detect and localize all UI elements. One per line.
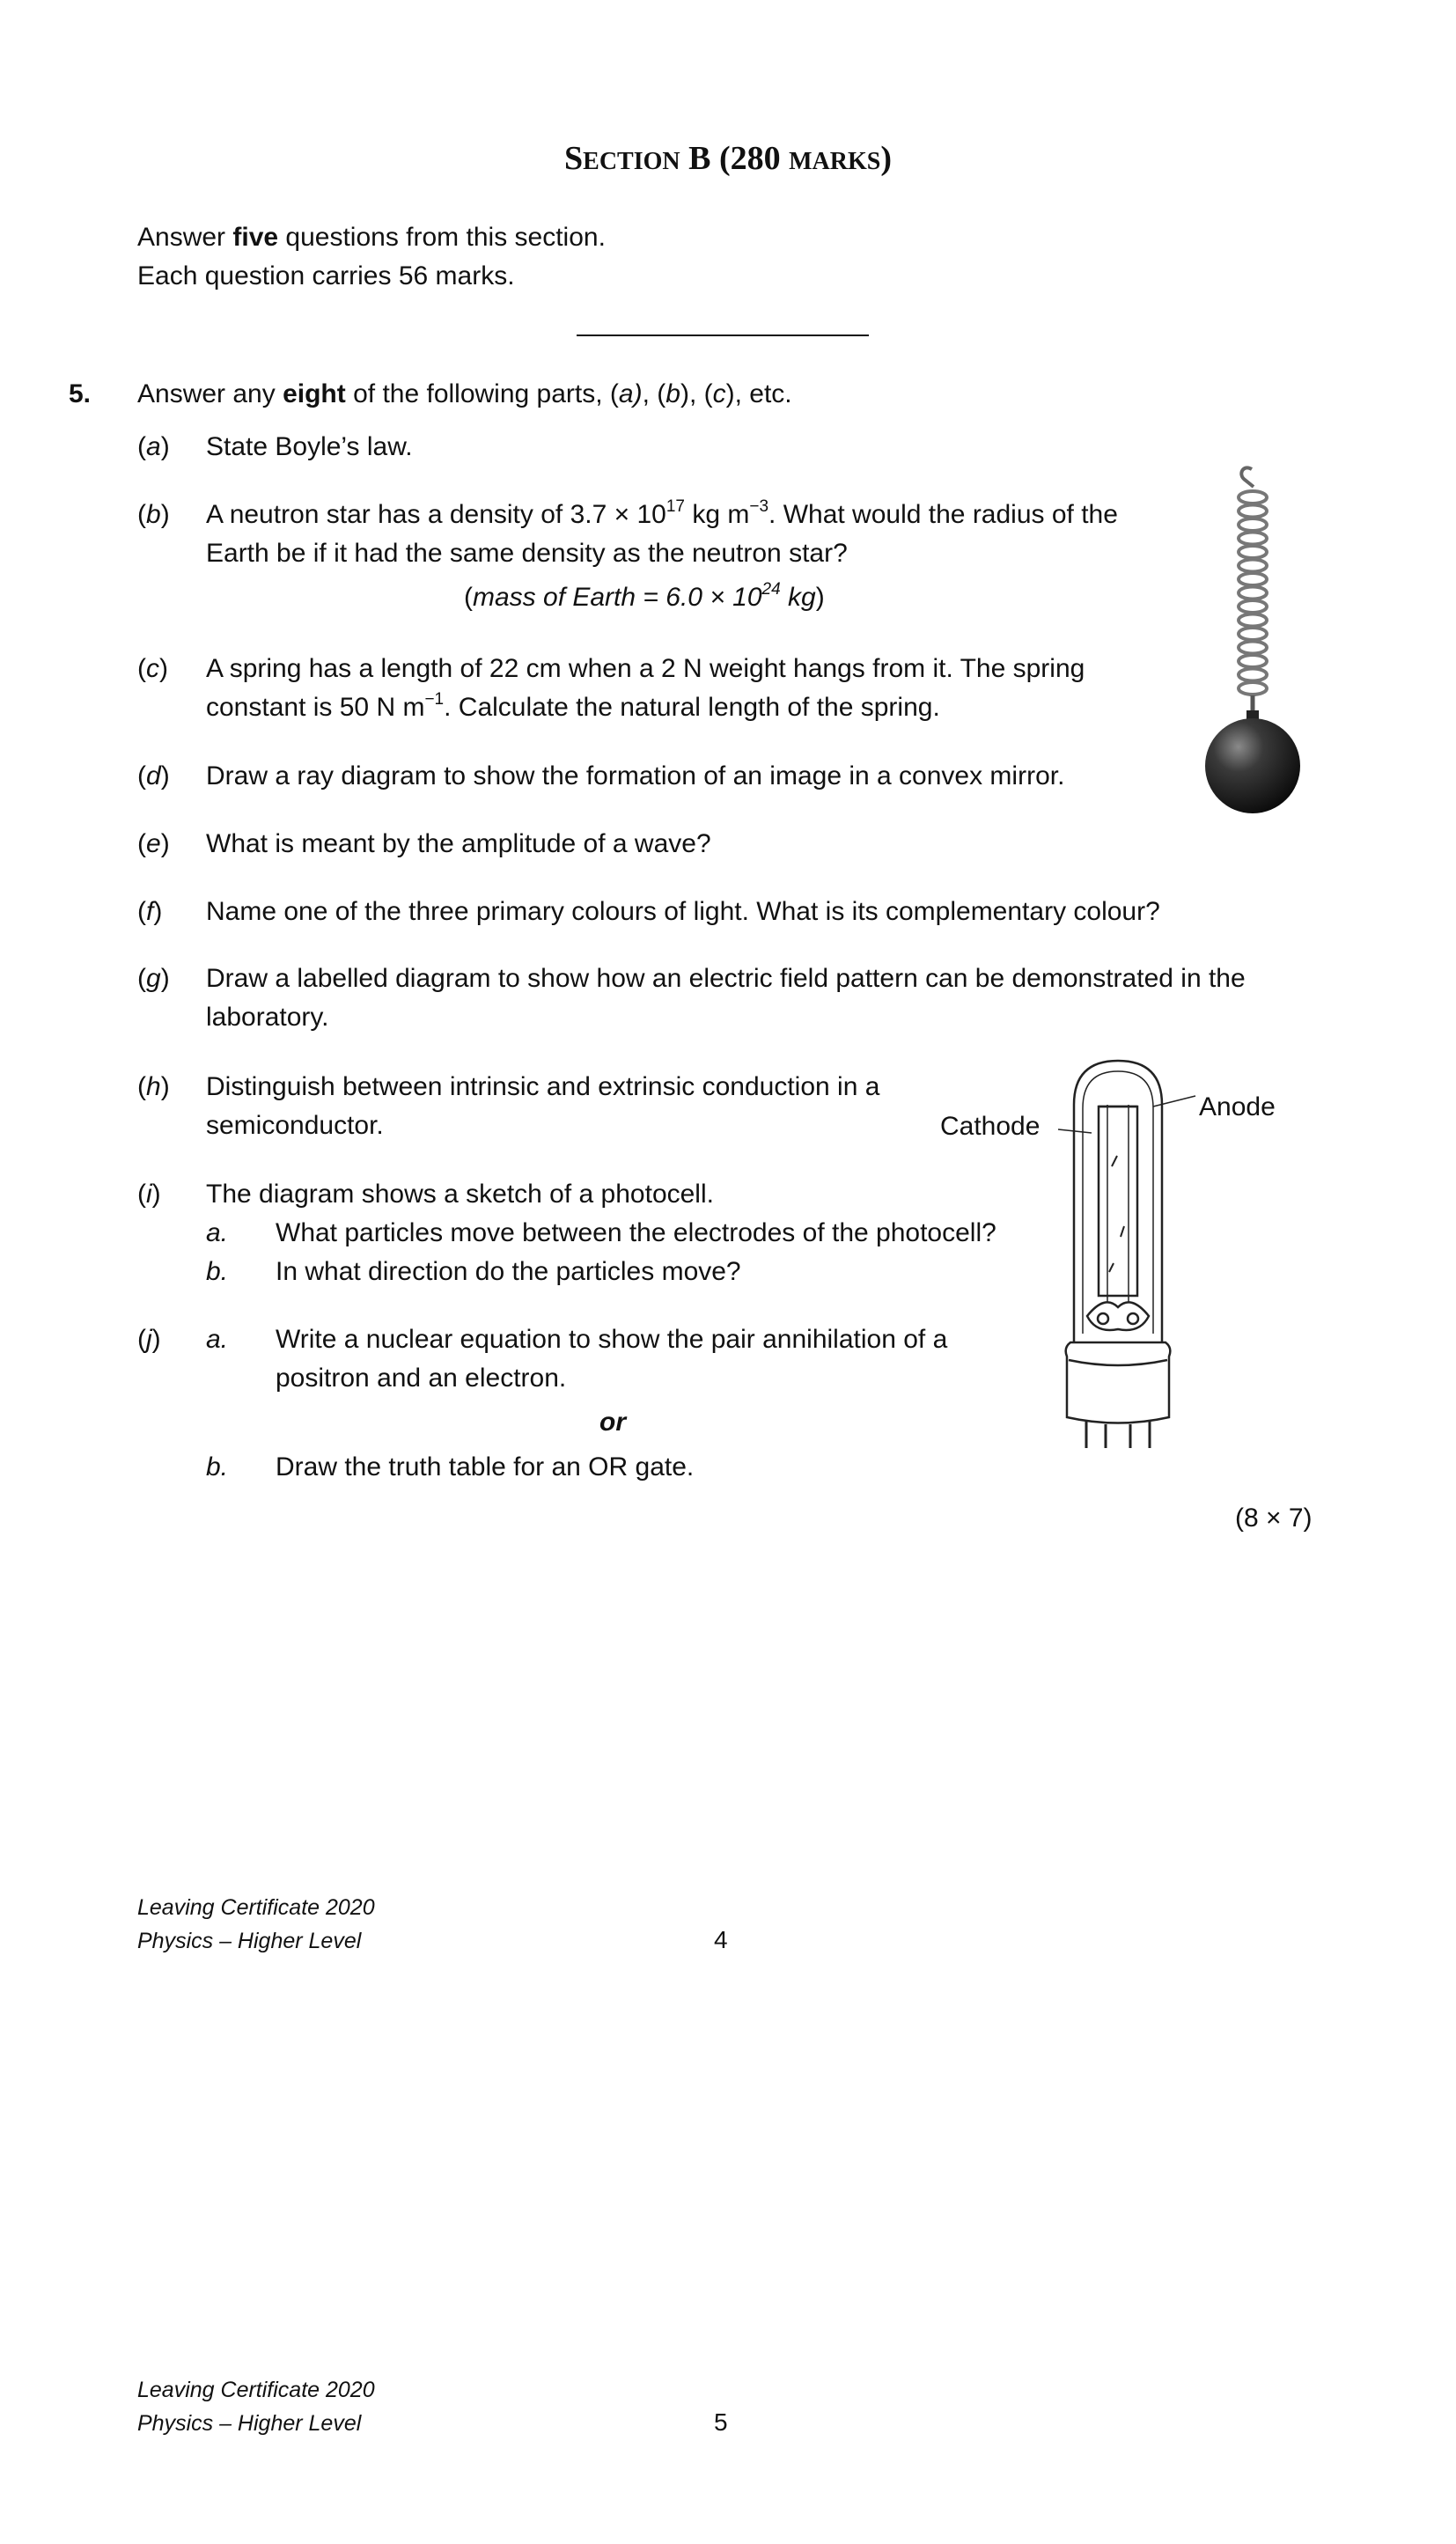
page-number-4: 4 [714,1926,728,1953]
part-label-b: (b) [137,500,170,529]
spring-coil [1239,560,1267,572]
part-b-line-2: Earth be if it had the same density as the neutron star? [206,539,848,568]
part-a-text: State Boyle’s law. [206,432,413,461]
part-i-sub-a-label: a. [206,1218,229,1247]
part-label-f: (f) [137,897,163,926]
spring-coil [1239,573,1267,585]
part-i-sub-b-text: In what direction do the particles move? [276,1257,741,1286]
part-g-line-1: Draw a labelled diagram to show how an electric field pattern can be demonstrated in the [206,964,1246,993]
footer-subject-p4: Physics – Higher Level [137,1929,362,1953]
part-g-line-2: laboratory. [206,1003,329,1032]
spring-coil [1239,518,1267,531]
spring-coil [1239,533,1267,545]
part-j-sub-b-label: b. [206,1452,229,1482]
spring-coil [1239,491,1267,504]
section-title: SECTION B (280 MARKS) [564,140,892,177]
cathode-label: Cathode [940,1112,1041,1141]
part-i-sub-b-label: b. [206,1257,229,1286]
part-h-line-2: semiconductor. [206,1111,384,1140]
spring-coil [1239,546,1267,558]
photocell-glass-envelope [1074,1061,1162,1342]
question-marks: (8 × 7) [1235,1504,1313,1533]
part-label-a: (a) [137,432,170,461]
spring-coil [1239,587,1267,599]
footer-exam-title-p5: Leaving Certificate 2020 [137,2378,375,2402]
part-j-sub-b-text: Draw the truth table for an OR gate. [276,1452,695,1482]
part-label-i: (i) [137,1180,161,1209]
part-d-text: Draw a ray diagram to show the formation of an image in a convex mirror. [206,761,1065,790]
part-j-sub-a-line-2: positron and an electron. [276,1364,567,1393]
footer-subject-p5: Physics – Higher Level [137,2411,362,2436]
part-b-line-1: A neutron star has a density of $3.7 \times 10^{17}$ kg $m^{-3}$. What would the radius of the [206,497,1118,529]
spring-coil [1239,600,1267,613]
part-f-text: Name one of the three primary colours of light. What is its complementary colour? [206,897,1160,926]
section-divider [577,335,869,336]
spring-weight-figure [1188,462,1312,819]
part-label-h: (h) [137,1072,170,1101]
part-j-or: or [599,1408,626,1437]
part-label-j: (j) [137,1325,161,1354]
part-i-line-1: The diagram shows a sketch of a photocell. [206,1180,714,1209]
footer-exam-title-p4: Leaving Certificate 2020 [137,1895,375,1920]
photocell-press [1087,1302,1149,1330]
part-h-line-1: Distinguish between intrinsic and extrinsic conduction in a [206,1072,880,1101]
part-j-sub-a-label: a. [206,1325,229,1354]
photocell-glass-inner [1083,1071,1153,1334]
part-i-sub-a-text: What particles move between the electrodes of the photocell? [276,1218,996,1247]
spring-coil [1239,682,1267,695]
part-label-c: (c) [137,654,168,683]
spring-coils [1239,491,1267,695]
part-j-sub-a-line-1: Write a nuclear equation to show the pair annihilation of a [276,1325,948,1354]
photocell-base [1066,1342,1171,1423]
page-number-5: 5 [714,2408,728,2436]
intro-line-1: Answer five questions from this section. [137,223,606,252]
part-label-g: (g) [137,964,170,993]
spring-hook [1241,467,1254,487]
part-c-line-2: constant is 50 N $m^{-1}$. Calculate the natural length of the spring. [206,690,940,722]
part-label-e: (e) [137,829,170,858]
spring-coil [1239,614,1267,627]
spring-coil [1239,669,1267,681]
question-number: 5. [69,379,92,408]
part-e-text: What is meant by the amplitude of a wave? [206,829,711,858]
question-stem: Answer any eight of the following parts, (a), (b), (c), etc. [137,379,792,408]
part-label-d: (d) [137,761,170,790]
anode-leader-line [1153,1096,1195,1107]
spring-coil [1239,642,1267,654]
photocell-cathode [1099,1107,1137,1296]
part-b-given: (mass of Earth = $6.0 \times 10^{24}$ kg) [464,580,825,612]
spring-coil [1239,655,1267,667]
intro-line-2: Each question carries 56 marks. [137,261,515,290]
part-c-line-1: A spring has a length of 22 cm when a 2 N weight hangs from it. The spring [206,654,1085,683]
spring-coil [1239,628,1267,640]
spring-coil [1239,505,1267,518]
hanging-weight [1205,718,1300,813]
anode-label: Anode [1199,1092,1276,1121]
